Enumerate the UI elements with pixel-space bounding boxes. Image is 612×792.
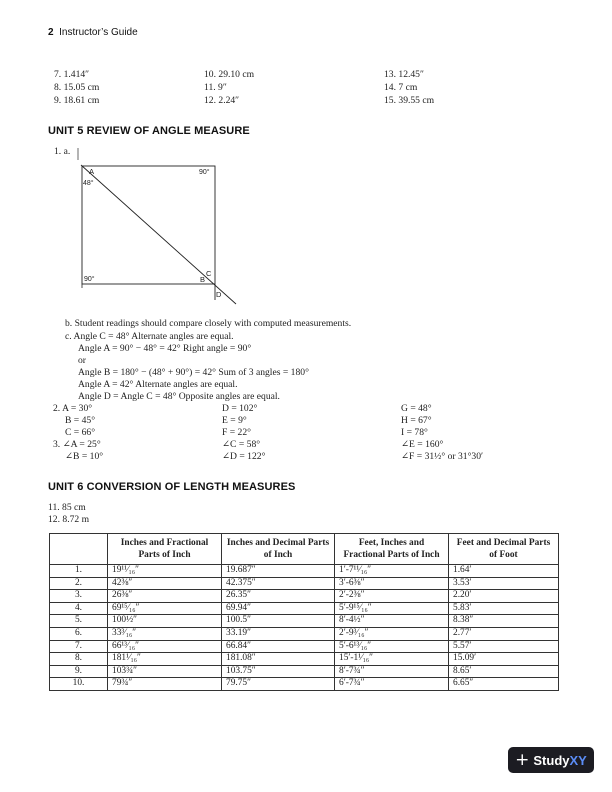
table-cell: 181¹⁄₁₆″ [108, 653, 222, 666]
answer-item: 11. 9″ [204, 82, 227, 93]
q2-cell: D = 102° [222, 403, 258, 414]
table-row [50, 615, 559, 628]
label-a: A [89, 167, 95, 176]
label-90-bottom: 90° [84, 276, 95, 283]
table-cell: 19.687″ [222, 565, 335, 578]
answer-item: 8. 15.05 cm [54, 82, 100, 93]
unit5-line: Angle B = 180° − (48° + 90°) = 42° Sum of 3 angles = 180° [78, 367, 309, 378]
table-cell: 8.65′ [449, 665, 559, 678]
q3-cell: ∠E = 160° [401, 439, 444, 450]
table-cell: 19¹¹⁄₁₆″ [108, 565, 222, 578]
table-cell: 8.38″ [449, 615, 559, 628]
q2-cell: B = 45° [65, 415, 96, 426]
answer-row [54, 82, 574, 94]
diagonal-line [81, 165, 236, 304]
q2-cell: F = 22° [222, 427, 251, 438]
table-cell: 33³⁄₁₆″ [108, 627, 222, 640]
q2-cell: H = 67° [401, 415, 432, 426]
page-header [48, 27, 138, 38]
label-d: D [216, 290, 222, 299]
table-cell: 79.75″ [222, 678, 335, 691]
unit5-item1-label: 1. a. [54, 146, 71, 157]
page-number: 2 [48, 27, 54, 38]
table-row-number: 6. [50, 627, 108, 640]
table-cell: 103¾″ [108, 665, 222, 678]
q2-cell: I = 78° [401, 427, 428, 438]
table-row-number: 8. [50, 653, 108, 666]
table-cell: 15′-1¹⁄₁₆″ [335, 653, 449, 666]
page-header-title: Instructor’s Guide [59, 27, 138, 38]
table-cell: 8′-4½″ [335, 615, 449, 628]
table-cell: 5′-9¹⁵⁄₁₆″ [335, 602, 449, 615]
table-row [50, 590, 559, 603]
table-row-number: 9. [50, 665, 108, 678]
table-cell: 3′-6⅜″ [335, 577, 449, 590]
table-cell: 5.57′ [449, 640, 559, 653]
table-cell: 42.375″ [222, 577, 335, 590]
answer-item: 10. 29.10 cm [204, 69, 255, 80]
answer-row [54, 95, 574, 107]
answer-item: 9. 18.61 cm [54, 95, 100, 106]
table-cell: 2.20′ [449, 590, 559, 603]
table-row-number: 7. [50, 640, 108, 653]
table-cell: 1′-7¹¹⁄₁₆″ [335, 565, 449, 578]
table-header-cell: Inches and Fractional Parts of Inch [108, 534, 222, 565]
table-cell: 33.19″ [222, 627, 335, 640]
table-cell: 6′-7¾″ [335, 678, 449, 691]
table-row-number: 3. [50, 590, 108, 603]
plus-icon: + [515, 749, 530, 770]
q3-cell: ∠D = 122° [222, 451, 266, 462]
studyxy-badge[interactable] [508, 747, 594, 773]
q3-cell: ∠B = 10° [65, 451, 104, 462]
table-header-cell: Feet, Inches and Fractional Parts of Inch [335, 534, 449, 565]
table-row [50, 577, 559, 590]
q3-cell: 3. ∠A = 25° [53, 439, 101, 450]
conversion-table [49, 533, 559, 691]
label-c: C [206, 269, 212, 278]
table-cell: 5′-6¹³⁄₁₆″ [335, 640, 449, 653]
table-header-cell: Feet and Decimal Parts of Foot [449, 534, 559, 565]
table-cell: 42⅜″ [108, 577, 222, 590]
answer-item: 15. 39.55 cm [384, 95, 435, 106]
table-row [50, 653, 559, 666]
label-48: 48° [83, 180, 94, 187]
table-cell: 79¾″ [108, 678, 222, 691]
q2-cell: G = 48° [401, 403, 432, 414]
unit5-line-c: c. Angle C = 48° Alternate angles are equal. [65, 331, 234, 342]
table-cell: 26.35″ [222, 590, 335, 603]
table-cell: 5.83′ [449, 602, 559, 615]
unit5-line: Angle D = Angle C = 48° Opposite angles are equal. [78, 391, 280, 402]
angle-diagram [76, 148, 246, 308]
unit6-title: UNIT 6 CONVERSION OF LENGTH MEASURES [48, 481, 296, 493]
table-row-number: 1. [50, 565, 108, 578]
table-cell: 66.84″ [222, 640, 335, 653]
table-row [50, 565, 559, 578]
table-row [50, 602, 559, 615]
unit5-title: UNIT 5 REVIEW OF ANGLE MEASURE [48, 125, 250, 137]
table-row [50, 665, 559, 678]
table-header-row [50, 534, 559, 565]
table-row [50, 627, 559, 640]
q3-cell: ∠F = 31½° or 31°30′ [401, 451, 484, 462]
answer-item: 13. 12.45″ [384, 69, 424, 80]
table-cell: 2′-9³⁄₁₆″ [335, 627, 449, 640]
badge-text-study: Study [533, 752, 570, 768]
label-b: B [200, 275, 206, 284]
badge-text-xy: XY [569, 752, 587, 768]
q2-cell: E = 9° [222, 415, 247, 426]
unit6-q11: 11. 85 cm [48, 502, 86, 513]
table-cell: 2.77′ [449, 627, 559, 640]
table-row-number: 4. [50, 602, 108, 615]
answer-item: 14. 7 cm [384, 82, 418, 93]
table-cell: 8′-7¾″ [335, 665, 449, 678]
answer-item: 7. 1.414″ [54, 69, 90, 80]
table-header-cell [50, 534, 108, 565]
table-row [50, 678, 559, 691]
q2-cell: C = 66° [65, 427, 96, 438]
table-cell: 15.09′ [449, 653, 559, 666]
table-cell: 6.65″ [449, 678, 559, 691]
table-cell: 181.08″ [222, 653, 335, 666]
table-cell: 100½″ [108, 615, 222, 628]
unit5-line: Angle A = 42° Alternate angles are equal. [78, 379, 238, 390]
table-cell: 66¹³⁄₁₆″ [108, 640, 222, 653]
table-cell: 26⅜″ [108, 590, 222, 603]
unit6-q12: 12. 8.72 m [48, 514, 90, 525]
table-row-number: 2. [50, 577, 108, 590]
unit5-line: Angle A = 90° − 48° = 42° Right angle = 90° [78, 343, 252, 354]
q3-cell: ∠C = 58° [222, 439, 261, 450]
table-cell: 100.5″ [222, 615, 335, 628]
answer-row [54, 69, 574, 81]
answer-item: 12. 2.24″ [204, 95, 240, 106]
table-cell: 2′-2⅜″ [335, 590, 449, 603]
table-cell: 1.64′ [449, 565, 559, 578]
unit5-line-b: b. Student readings should compare closely with computed measurements. [65, 318, 352, 329]
unit5-line-or: or [78, 355, 86, 366]
table-row-number: 10. [50, 678, 108, 691]
table-header-cell: Inches and Decimal Parts of Inch [222, 534, 335, 565]
table-cell: 3.53′ [449, 577, 559, 590]
table-cell: 69.94″ [222, 602, 335, 615]
table-row-number: 5. [50, 615, 108, 628]
label-90-top: 90° [199, 169, 210, 176]
angle-diagram-svg [76, 148, 246, 308]
table-row [50, 640, 559, 653]
q2-cell: 2. A = 30° [53, 403, 93, 414]
table-cell: 69¹⁵⁄₁₆″ [108, 602, 222, 615]
table-cell: 103.75″ [222, 665, 335, 678]
